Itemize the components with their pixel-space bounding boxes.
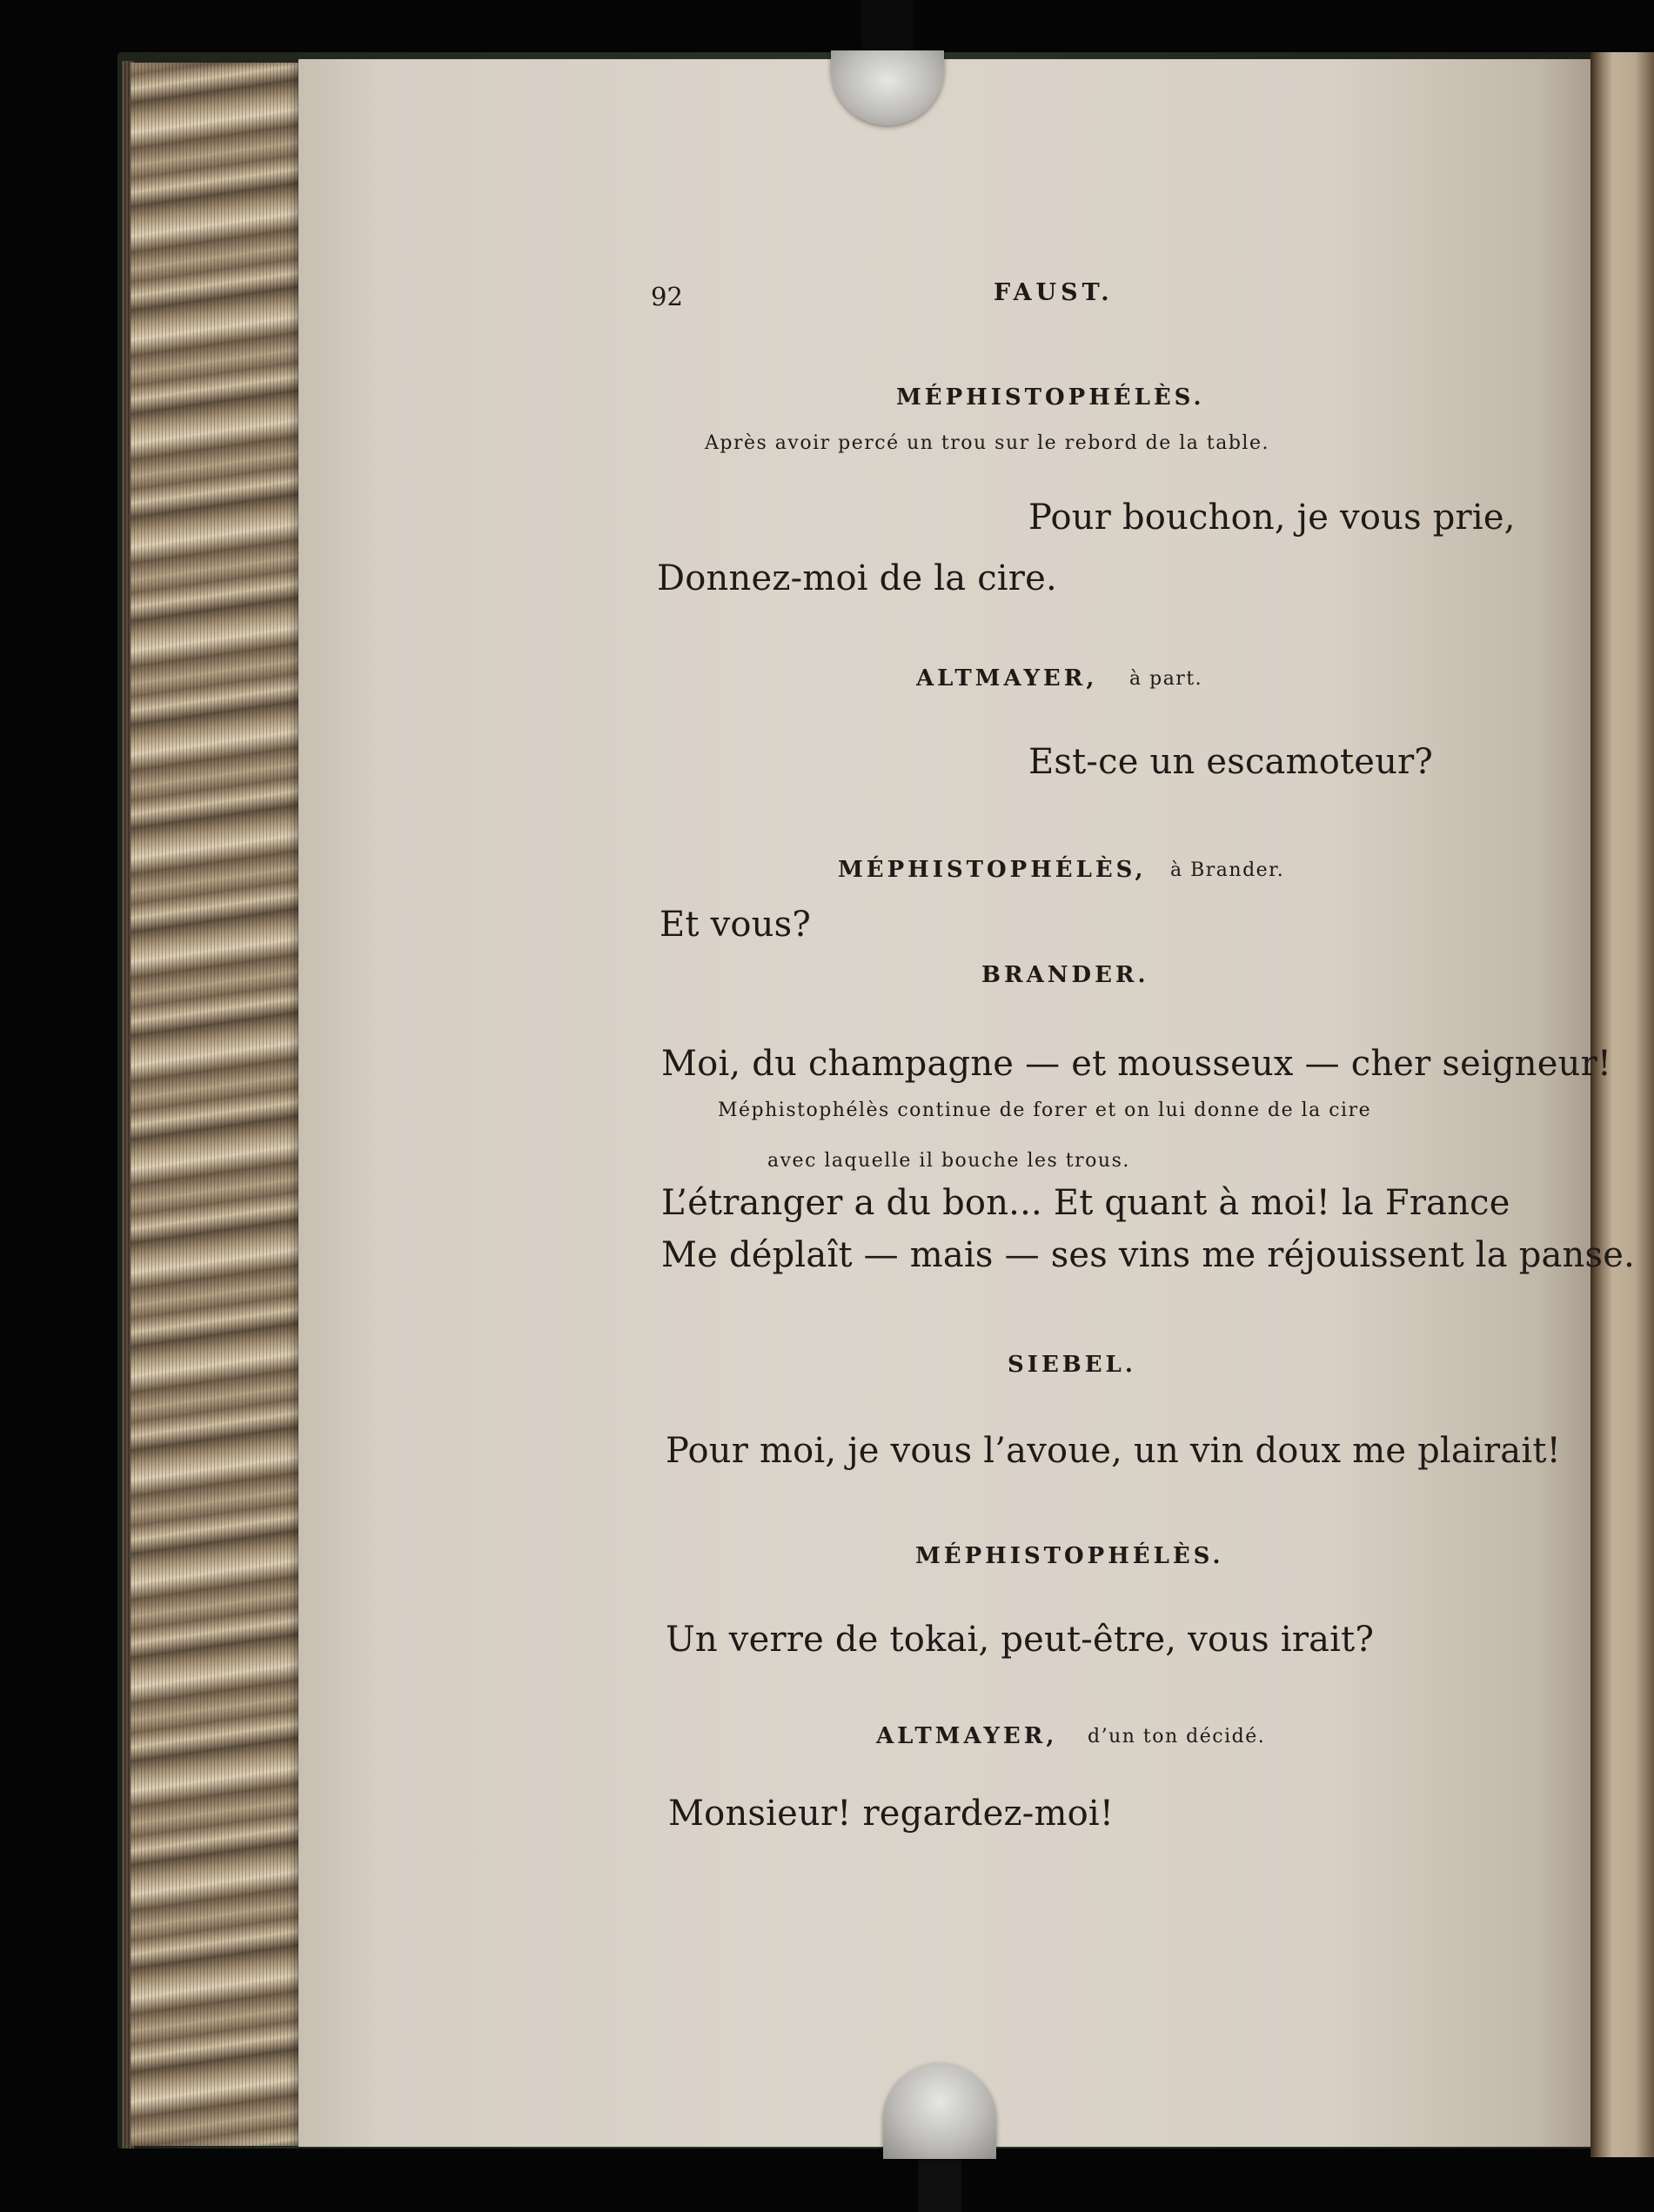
speaker-name: MÉPHISTOPHÉLÈS. [896, 384, 1205, 411]
stage-direction: d’un ton décidé. [1088, 1726, 1266, 1748]
verse-line: Donnez-moi de la cire. [657, 558, 1057, 598]
speaker-name: ALTMAYER, [916, 665, 1098, 692]
stage-direction: à part. [1129, 668, 1203, 690]
speaker-name: ALTMAYER, [876, 1723, 1058, 1749]
stage-direction: avec laquelle il bouche les trous. [767, 1150, 1130, 1172]
verse-line: Moi, du champagne — et mousseux — cher seigneur! [661, 1044, 1612, 1084]
stage-direction: Méphistophélès continue de forer et on lui donne de la cire [718, 1099, 1372, 1121]
verse-line: Me déplaît — mais — ses vins me réjouissent la panse. [661, 1235, 1636, 1275]
page-number: 92 [651, 282, 683, 311]
verse-line: Pour moi, je vous l’avoue, un vin doux me plairait! [666, 1431, 1561, 1471]
verse-line: Monsieur! regardez-moi! [668, 1794, 1115, 1834]
stage-direction: à Brander. [1170, 859, 1285, 881]
running-title: FAUST. [994, 279, 1114, 306]
marbled-page-edge [131, 63, 300, 2146]
verse-line: Un verre de tokai, peut-être, vous irait? [666, 1620, 1375, 1660]
verse-line: Et vous? [660, 905, 812, 945]
verse-line: L’étranger a du bon... Et quant à moi! la France [661, 1183, 1510, 1223]
speaker-name: BRANDER. [981, 962, 1149, 988]
speaker-name: SIEBEL. [1008, 1352, 1136, 1378]
speaker-name: MÉPHISTOPHÉLÈS. [915, 1543, 1224, 1569]
speaker-name: MÉPHISTOPHÉLÈS, [838, 857, 1147, 883]
stage-direction: Après avoir percé un trou sur le rebord de la table. [705, 432, 1269, 454]
facing-page-edge [1590, 52, 1654, 2157]
verse-line: Est-ce un escamoteur? [1028, 742, 1434, 782]
verse-line: Pour bouchon, je vous prie, [1028, 498, 1516, 538]
clip-strap [861, 0, 914, 54]
